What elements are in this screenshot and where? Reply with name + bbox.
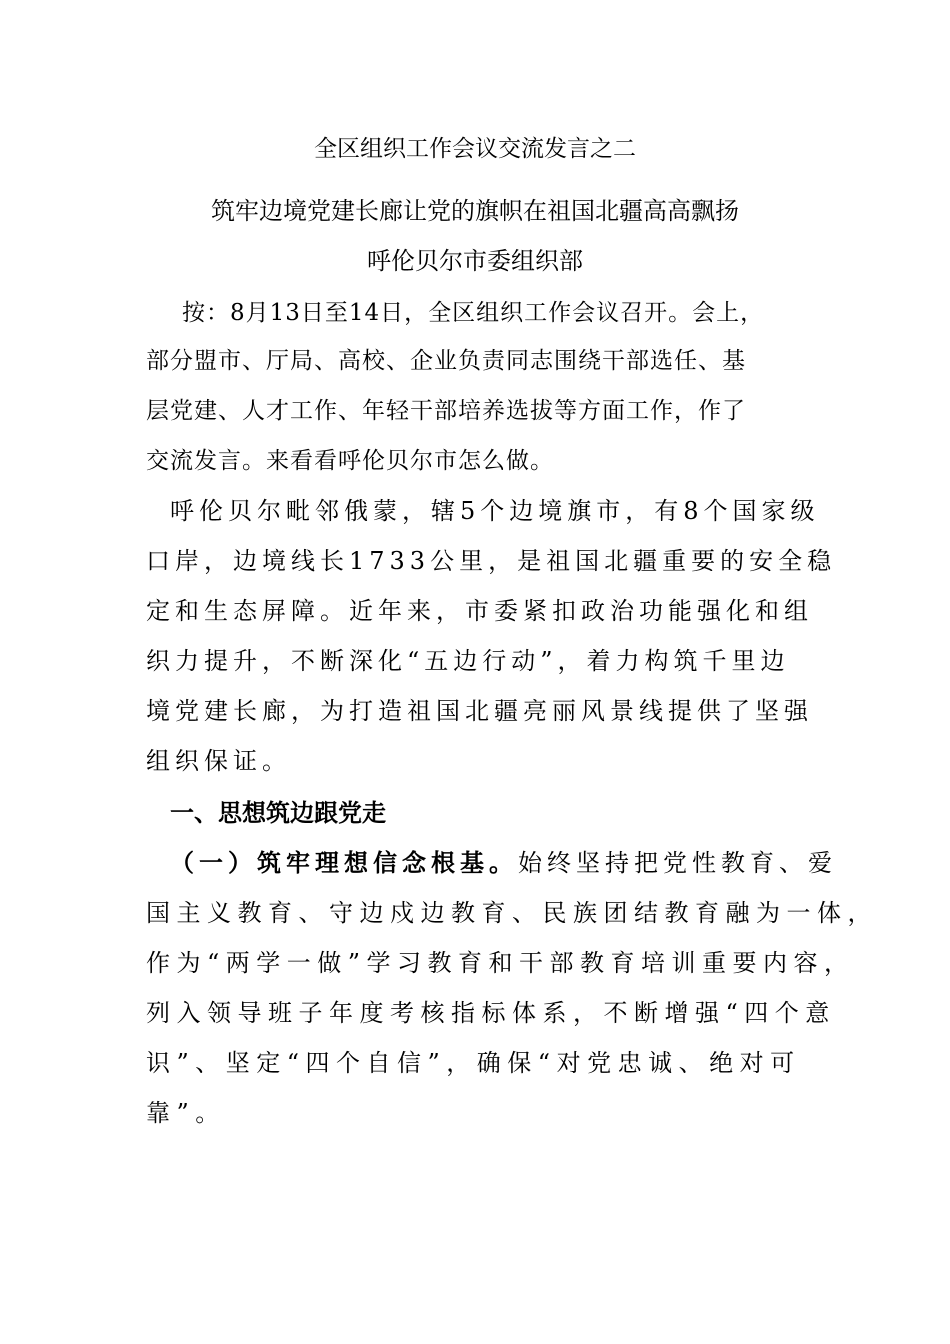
subsection-heading: （一）筑牢理想信念根基。: [170, 848, 518, 877]
section-heading: 一、思想筑边跟党走: [170, 798, 386, 827]
paragraph-line: 口岸，边境线长1733公里，是祖国北疆重要的安全稳: [146, 547, 837, 575]
paragraph-line: 定和生态屏障。近年来，市委紧扣政治功能强化和组: [146, 597, 813, 625]
paragraph-line: 列入领导班子年度考核指标体系，不断增强“四个意: [146, 999, 836, 1027]
paragraph-line: 靠”。: [146, 1099, 226, 1127]
editor-note-line: 层党建、人才工作、年轻干部培养选拔等方面工作，作了: [146, 398, 746, 424]
paragraph-line: 识”、坚定“四个自信”，确保“对党忠诚、绝对可: [146, 1049, 801, 1077]
paragraph-line: 组织保证。: [146, 747, 291, 775]
paragraph-line: 作为“两学一做”学习教育和干部教育培训重要内容，: [146, 949, 855, 977]
subsection-first-line-text: 始终坚持把党性教育、爱: [518, 849, 837, 877]
paragraph-line: 境党建长廊，为打造祖国北疆亮丽风景线提供了坚强: [146, 697, 813, 725]
document-title: 筑牢边境党建长廊让党的旗帜在祖国北疆高高飘扬: [211, 197, 739, 225]
paragraph-line: 呼伦贝尔毗邻俄蒙，辖5个边境旗市，有8个国家级: [170, 497, 820, 525]
paragraph-line: 织力提升，不断深化“五边行动”，着力构筑千里边: [146, 647, 790, 675]
paragraph-line: 国主义教育、守边戍边教育、民族团结教育融为一体，: [146, 899, 878, 927]
editor-note-line: 按：8月13日至14日，全区组织工作会议召开。会上，: [182, 300, 765, 326]
document-author: 呼伦贝尔市委组织部: [367, 247, 583, 275]
document-header: 全区组织工作会议交流发言之二: [314, 136, 636, 162]
editor-note-line: 交流发言。来看看呼伦贝尔市怎么做。: [146, 448, 554, 474]
editor-note-line: 部分盟市、厅局、高校、企业负责同志围绕干部选任、基: [146, 348, 746, 374]
subsection-first-line: [170, 848, 837, 878]
